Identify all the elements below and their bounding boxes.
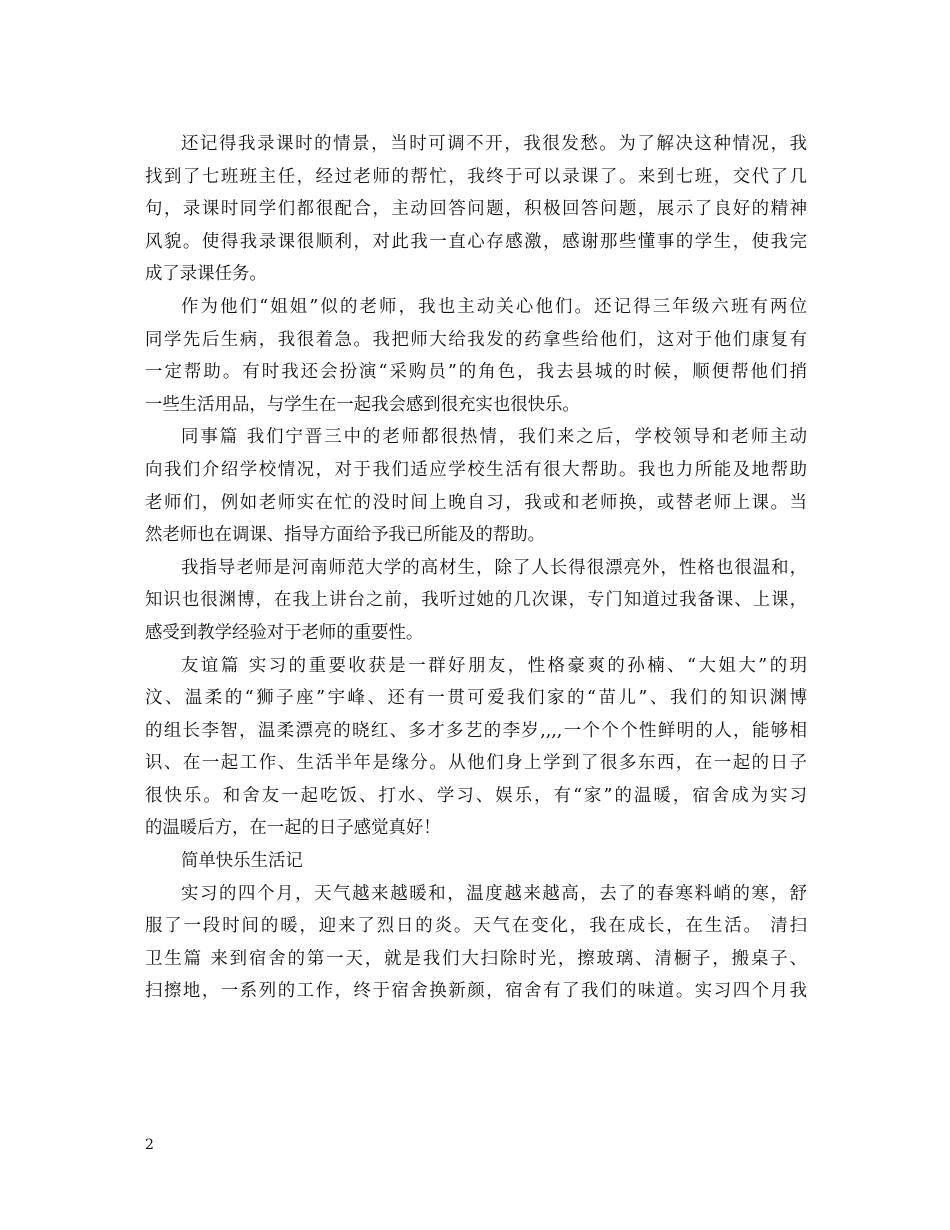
text-line: 风貌。使得我录课很顺利，对此我一直心存感激，感谢那些懂事的学生，使我完 [145,231,807,252]
paragraph [145,650,807,846]
text-line: 简单快乐生活记 [181,851,303,872]
text-line: 一定帮助。有时我还会扮演“采购员”的角色，我去县城的时候，顺便帮他们捎 [145,362,807,383]
paragraph [145,128,807,291]
text-line: 同学先后生病，我很着急。我把师大给我发的药拿些给他们，这对于他们康复有 [145,329,807,350]
text-line: 我指导老师是河南师范大学的高材生，除了人长得很漂亮外，性格也很温和， [181,557,807,578]
paragraph [145,552,807,650]
text-line: 识、在一起工作、生活半年是缘分。从他们身上学到了很多东西，在一起的日子 [145,753,807,774]
text-line: 的组长李智，温柔漂亮的晓红、多才多艺的李岁,,,,一个个个性鲜明的人，能够相 [145,720,807,741]
body-text [145,128,807,1008]
text-line: 成了录课任务。 [145,264,267,285]
text-line: 友谊篇 实习的重要收获是一群好朋友，性格豪爽的孙楠、“大姐大”的玥 [181,655,807,676]
paragraph [145,421,807,551]
paragraph [145,291,807,421]
text-line: 很快乐。和舍友一起吃饭、打水、学习、娱乐，有“家”的温暖，宿舍成为实习 [145,785,807,806]
text-line: 卫生篇 来到宿舍的第一天，就是我们大扫除时光，擦玻璃、清橱子，搬桌子、 [145,948,807,969]
text-line: 的温暖后方，在一起的日子感觉真好！ [145,818,441,839]
text-line: 同事篇 我们宁晋三中的老师都很热情，我们来之后，学校领导和老师主动 [181,427,807,448]
text-line: 感受到教学经验对于老师的重要性。 [145,622,424,643]
text-line: 向我们介绍学校情况，对于我们适应学校生活有很大帮助。我也力所能及地帮助 [145,459,807,480]
text-line: 实习的四个月，天气越来越暖和，温度越来越高，去了的春寒料峭的寒，舒 [181,883,807,904]
text-line: 知识也很渊博，在我上讲台之前，我听过她的几次课，专门知道过我备课、上课， [145,590,807,611]
text-line: 作为他们“姐姐”似的老师，我也主动关心他们。还记得三年级六班有两位 [181,296,807,317]
text-line: 然老师也在调课、指导方面给予我已所能及的帮助。 [145,525,545,546]
text-line: 找到了七班班主任，经过老师的帮忙，我终于可以录课了。来到七班，交代了几 [145,166,807,187]
paragraph [145,878,807,1008]
text-line: 一些生活用品，与学生在一起我会感到很充实也很快乐。 [145,394,580,415]
text-line: 扫擦地，一系列的工作，终于宿舍换新颜，宿舍有了我们的味道。实习四个月我 [145,981,807,1002]
page-number: 2 [145,1137,154,1153]
text-line: 还记得我录课时的情景，当时可调不开，我很发愁。为了解决这种情况，我 [181,134,807,154]
text-line: 服了一段时间的暖，迎来了烈日的炎。天气在变化，我在成长，在生活。 清扫 [145,916,807,937]
text-line: 汶、温柔的“狮子座”宇峰、还有一贯可爱我们家的“苗儿”、我们的知识渊博 [145,688,807,709]
text-line: 老师们，例如老师实在忙的没时间上晚自习，我或和老师换，或替老师上课。当 [145,492,807,513]
paragraph [145,845,807,878]
text-line: 句，录课时同学们都很配合，主动回答问题，积极回答问题，展示了良好的精神 [145,199,807,220]
